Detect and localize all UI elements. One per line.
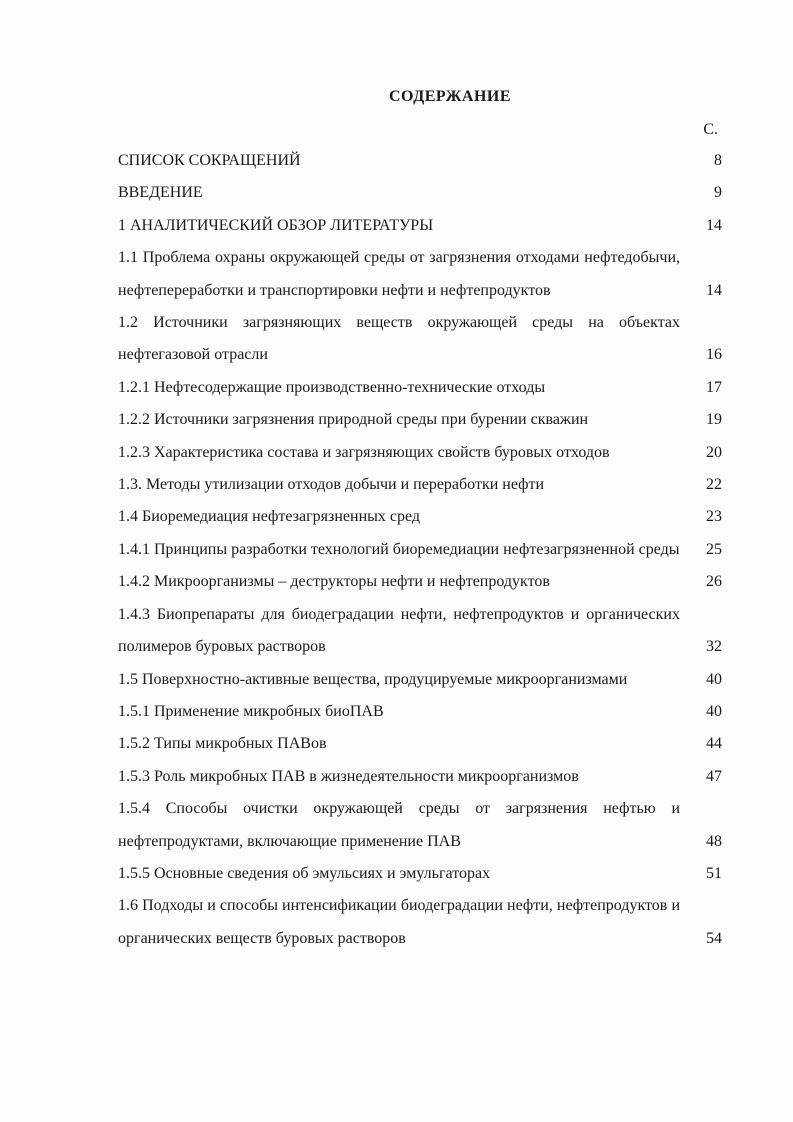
toc-entry-text: 1.2.1 Нефтесодержащие производственно-технические отходы <box>118 378 546 396</box>
toc-entry[interactable] <box>118 890 722 955</box>
toc-entry-page: 20 <box>706 443 722 461</box>
toc-entry-text: 1.6 Подходы и способы интенсификации биодеградации нефти, нефтепродуктов и органических веществ буровых растворов <box>118 897 680 947</box>
toc-entry-page: 17 <box>706 378 722 396</box>
toc-entry-text: СПИСОК СОКРАЩЕНИЙ <box>118 152 301 169</box>
toc-entry-page: 40 <box>706 670 722 688</box>
toc-entry-page: 26 <box>706 573 722 591</box>
toc-entry-text: 1.2.2 Источники загрязнения природной среды при бурении скважин <box>118 411 589 429</box>
toc-entry-page: 16 <box>706 346 722 364</box>
toc-entry-text: 1.5.2 Типы микробных ПАВов <box>118 735 327 753</box>
toc-entry[interactable] <box>118 404 722 436</box>
toc-entry[interactable] <box>118 566 722 598</box>
toc-entry-page: 44 <box>706 735 722 753</box>
toc-entry-text: 1.5 Поверхностно-активные вещества, продуцируемые микроорганизмами <box>118 670 628 688</box>
toc-entry[interactable] <box>118 696 722 728</box>
toc-entry-page: 47 <box>706 767 722 785</box>
toc-entry-page: 23 <box>706 508 722 526</box>
toc-entry-page: 40 <box>706 702 722 720</box>
toc-entry-text: 1.3. Методы утилизации отходов добычи и переработки нефти <box>118 476 545 494</box>
toc-entry[interactable] <box>118 307 722 372</box>
toc-entry-text: 1.4 Биоремедиация нефтезагрязненных сред <box>118 508 421 526</box>
toc-entry-text: 1.4.3 Биопрепараты для биодеградации нефти, нефтепродуктов и органических полимеров буровых растворов <box>118 605 680 656</box>
page-column-label: С. <box>703 121 718 138</box>
toc-entry-text: 1.2 Источники загрязняющих веществ окружающей среды на объектах нефтегазовой отрасли <box>118 314 680 364</box>
toc-entry[interactable] <box>118 728 722 760</box>
toc-entry-page: 51 <box>706 864 722 882</box>
toc-entry-page: 14 <box>706 216 722 234</box>
toc-entry-text: 1.5.3 Роль микробных ПАВ в жизнедеятельности микроорганизмов <box>118 767 579 785</box>
toc-entry-page: 32 <box>706 638 722 656</box>
toc-entry-page: 22 <box>706 476 722 494</box>
toc-entry-page: 19 <box>706 411 722 429</box>
toc-entry[interactable] <box>118 599 722 664</box>
toc-entry-text: 1 АНАЛИТИЧЕСКИЙ ОБЗОР ЛИТЕРАТУРЫ <box>118 216 434 234</box>
toc-entry[interactable] <box>118 664 722 696</box>
toc-entry-page: 8 <box>714 152 722 169</box>
toc-entry[interactable] <box>118 793 722 858</box>
toc-entry-text: 1.4.2 Микроорганизмы – деструкторы нефти и нефтепродуктов <box>118 573 550 591</box>
toc-entry-page: 14 <box>706 281 722 299</box>
toc-entry[interactable] <box>118 469 722 501</box>
toc-entry[interactable] <box>118 437 722 469</box>
toc-title: СОДЕРЖАНИЕ <box>388 88 512 105</box>
toc-entry[interactable] <box>118 761 722 793</box>
toc-entry-text: ВВЕДЕНИЕ <box>118 184 203 202</box>
toc-entry-page: 25 <box>706 540 722 558</box>
toc-entry[interactable] <box>118 501 722 533</box>
toc-entry-text: 1.2.3 Характеристика состава и загрязняющих свойств буровых отходов <box>118 443 610 461</box>
table-of-contents <box>118 145 722 955</box>
toc-entry[interactable] <box>118 145 722 177</box>
toc-entry[interactable] <box>118 177 722 209</box>
toc-entry-text: 1.1 Проблема охраны окружающей среды от загрязнения отходами нефтедобычи, нефтепереработки и транспортировки нефти и нефтепродуктов <box>118 249 680 299</box>
toc-entry-text: 1.5.4 Способы очистки окружающей среды от загрязнения нефтью и нефтепродуктами, включающие применение ПАВ <box>118 800 680 850</box>
toc-entry-page: 48 <box>706 832 722 850</box>
toc-entry-page: 54 <box>706 929 722 947</box>
toc-entry[interactable] <box>118 534 722 566</box>
toc-entry-text: 1.5.5 Основные сведения об эмульсиях и эмульгаторах <box>118 864 491 882</box>
toc-entry-text: 1.4.1 Принципы разработки технологий биоремедиации нефтезагрязненной среды <box>118 540 680 558</box>
toc-entry[interactable] <box>118 242 722 307</box>
toc-entry[interactable] <box>118 858 722 890</box>
toc-entry-page: 9 <box>714 184 722 202</box>
toc-entry[interactable] <box>118 372 722 404</box>
toc-entry[interactable] <box>118 210 722 242</box>
toc-entry-text: 1.5.1 Применение микробных биоПАВ <box>118 702 384 720</box>
